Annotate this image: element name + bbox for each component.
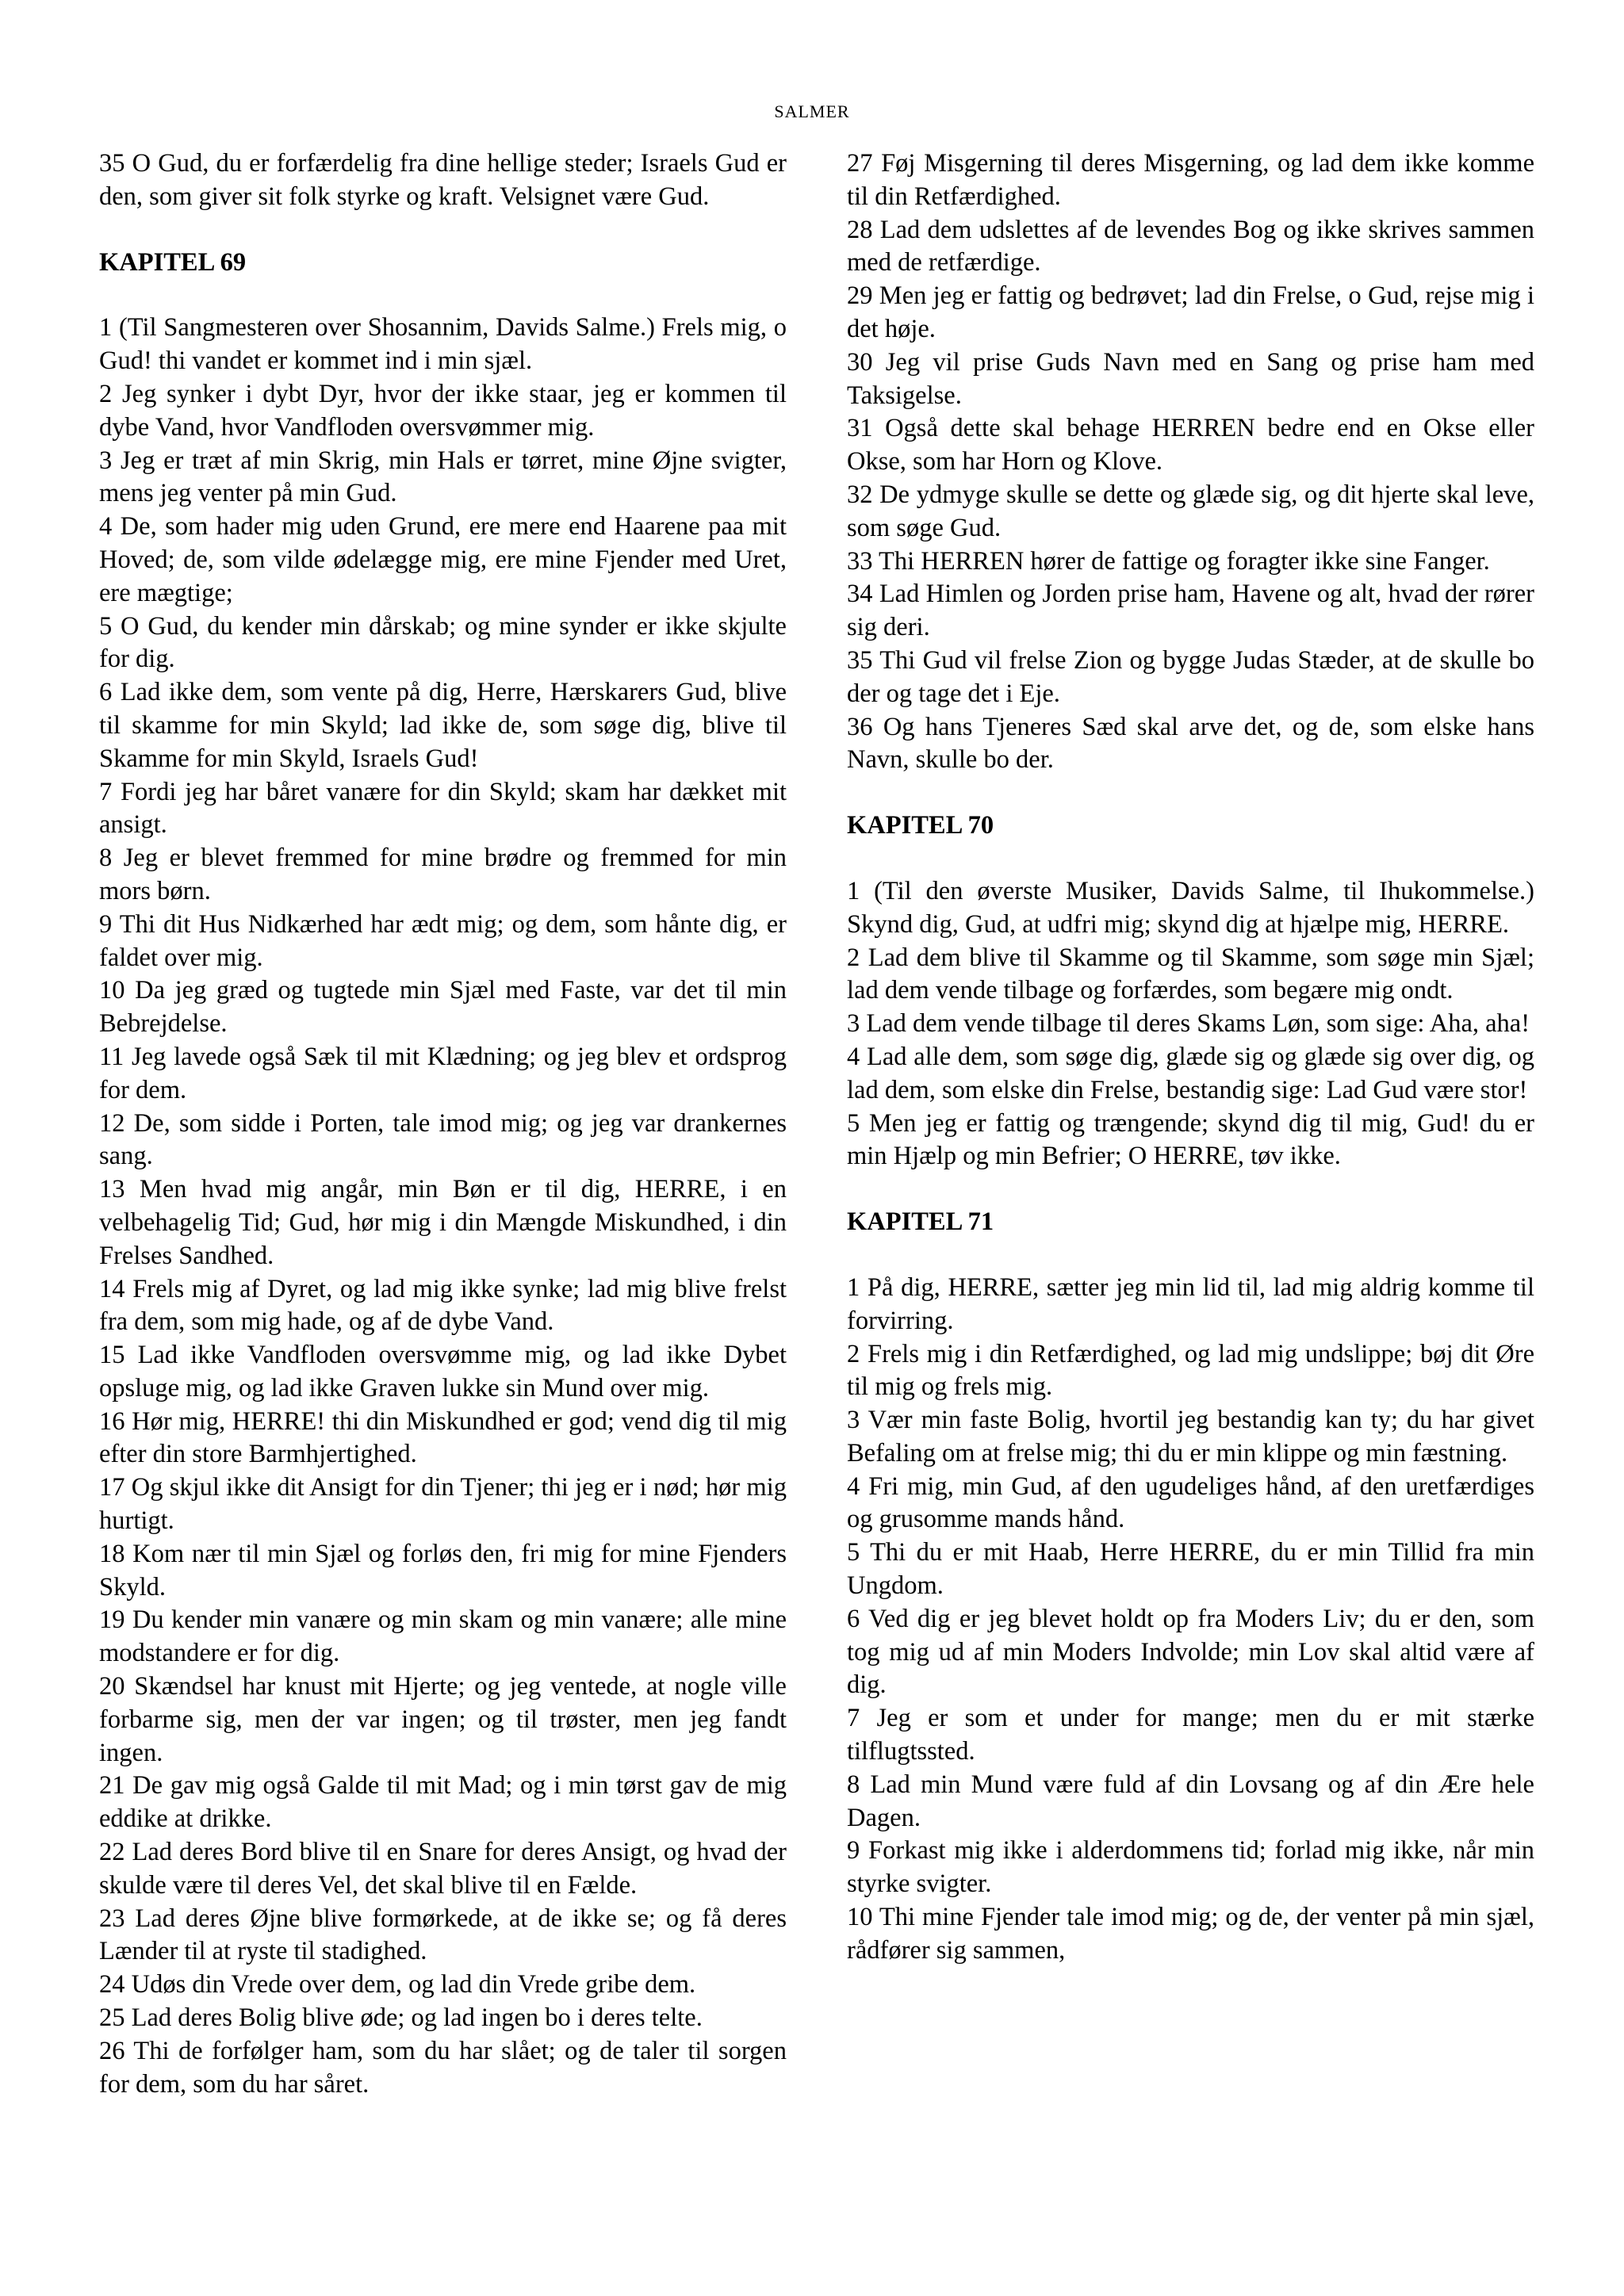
verse: 15 Lad ikke Vandfloden oversvømme mig, og lad ikke Dybet opsluge mig, og lad ikke Graven lukke sin Mund over mig. <box>99 1341 787 1402</box>
chapter-heading: KAPITEL 70 <box>847 811 994 840</box>
verse: 16 Hør mig, HERRE! thi din Miskundhed er god; vend dig til mig efter din store Barmhjertighed. <box>99 1406 787 1469</box>
right-column <box>847 147 1534 1968</box>
verse: 8 Jeg er blevet fremmed for mine brødre og fremmed for min mors børn. <box>99 844 787 905</box>
verse: 3 Vær min faste Bolig, hvortil jeg bestandig kan ty; du har givet Befaling om at frelse mig; thi du er min klippe og min fæstning. <box>847 1406 1534 1468</box>
pre-verses <box>99 147 787 214</box>
verse: 31 Også dette skal behage HERREN bedre end en Okse eller Okse, som har Horn og Klove. <box>847 414 1534 476</box>
verse: 35 Thi Gud vil frelse Zion og bygge Judas Stæder, at de skulle bo der og tage det i Eje. <box>847 645 1534 708</box>
verse: 35 O Gud, du er forfærdelig fra dine hellige steder; Israels Gud er den, som giver sit folk styrke og kraft. Velsignet være Gud. <box>99 149 787 211</box>
verse: 8 Lad min Mund være fuld af din Lovsang og af din Ære hele Dagen. <box>847 1770 1534 1832</box>
verse: 9 Thi dit Hus Nidkærhed har ædt mig; og dem, som hånte dig, er faldet over mig. <box>99 909 787 972</box>
verse: 27 Føj Misgerning til deres Misgerning, og lad dem ikke komme til din Retfærdighed. <box>847 149 1534 211</box>
verse: 9 Forkast mig ikke i alderdommens tid; forlad mig ikke, når min styrke svigter. <box>847 1836 1534 1899</box>
verse: 21 De gav mig også Galde til mit Mad; og i min tørst gav de mig eddike at drikke. <box>99 1771 787 1834</box>
continued-verses <box>847 147 1534 777</box>
verse: 5 O Gud, du kender min dårskab; og mine synder er ikke skjulte for dig. <box>99 611 787 674</box>
verse: 23 Lad deres Øjne blive formørkede, at de ikke se; og få deres Lænder til at ryste til stadighed. <box>99 1904 787 1966</box>
verse: 33 Thi HERREN hører de fattige og foragter ikke sine Fanger. <box>847 546 1490 576</box>
verse: 7 Jeg er som et under for mange; men du er mit stærke tilflugtssted. <box>847 1704 1534 1766</box>
verse: 29 Men jeg er fattig og bedrøvet; lad din Frelse, o Gud, rejse mig i det høje. <box>847 281 1534 343</box>
verse: 4 Fri mig, min Gud, af den ugudeliges hånd, af den uretfærdiges og grusomme mands hånd. <box>847 1471 1534 1534</box>
verse: 34 Lad Himlen og Jorden prise ham, Havene og alt, hvad der rører sig deri. <box>847 580 1534 642</box>
verse: 10 Thi mine Fjender tale imod mig; og de, der venter på min sjæl, rådfører sig sammen, <box>847 1903 1534 1965</box>
verse: 36 Og hans Tjeneres Sæd skal arve det, og de, som elske hans Navn, skulle bo der. <box>847 712 1534 775</box>
verse: 30 Jeg vil prise Guds Navn med en Sang og prise ham med Taksigelse. <box>847 347 1534 410</box>
chapter-69-verses <box>99 312 787 2101</box>
verse: 32 De ydmyge skulle se dette og glæde sig, og dit hjerte skal leve, som søge Gud. <box>847 480 1534 542</box>
verse: 13 Men hvad mig angår, min Bøn er til dig, HERRE, i en velbehagelig Tid; Gud, hør mig i din Mængde Miskundhed, i din Frelses Sandhed. <box>99 1175 787 1270</box>
running-header: SALMER <box>774 101 850 121</box>
verse: 3 Jeg er træt af min Skrig, min Hals er tørret, mine Øjne svigter, mens jeg venter på min Gud. <box>99 446 787 508</box>
verse: 1 (Til Sangmesteren over Shosannim, Davids Salme.) Frels mig, o Gud! thi vandet er kommet ind i min sjæl. <box>99 313 787 376</box>
verse: 24 Udøs din Vrede over dem, og lad din Vrede gribe dem. <box>99 1970 696 1999</box>
verse: 12 De, som sidde i Porten, tale imod mig; og jeg var drankernes sang. <box>99 1108 787 1171</box>
verse: 11 Jeg lavede også Sæk til mit Klædning; og jeg blev et ordsprog for dem. <box>99 1042 787 1104</box>
verse: 3 Lad dem vende tilbage til deres Skams Løn, som sige: Aha, aha! <box>847 1009 1530 1039</box>
verse: 19 Du kender min vanære og min skam og min vanære; alle mine modstandere er for dig. <box>99 1605 787 1668</box>
verse: 22 Lad deres Bord blive til en Snare for deres Ansigt, og hvad der skulde være til deres Vel, det skal blive til en Fælde. <box>99 1838 787 1900</box>
verse: 4 De, som hader mig uden Grund, ere mere end Haarene paa mit Hoved; de, som vilde ødelægge mig, ere mine Fjender med Uret, ere mægtige; <box>99 512 787 607</box>
verse: 4 Lad alle dem, som søge dig, glæde sig og glæde sig over dig, og lad dem, som elske din Frelse, bestandig sige: Lad Gud være stor! <box>847 1042 1534 1104</box>
verse: 18 Kom nær til min Sjæl og forløs den, fri mig for mine Fjenders Skyld. <box>99 1539 787 1601</box>
verse: 25 Lad deres Bolig blive øde; og lad ingen bo i deres telte. <box>99 2003 703 2033</box>
verse: 28 Lad dem udslettes af de levendes Bog og ikke skrives sammen med de retfærdige. <box>847 215 1534 277</box>
chapter-70-verses <box>847 875 1534 1173</box>
verse: 14 Frels mig af Dyret, og lad mig ikke synke; lad mig blive frelst fra dem, som mig hade, og af de dybe Vand. <box>99 1274 787 1337</box>
verse: 26 Thi de forfølger ham, som du har slået; og de taler til sorgen for dem, som du har såret. <box>99 2036 787 2099</box>
verse: 5 Thi du er mit Haab, Herre HERRE, du er min Tillid fra min Ungdom. <box>847 1538 1534 1601</box>
verse: 5 Men jeg er fattig og trængende; skynd dig til mig, Gud! du er min Hjælp og min Befrier; O HERRE, tøv ikke. <box>847 1108 1534 1171</box>
chapter-heading: KAPITEL 69 <box>99 247 247 277</box>
verse: 20 Skændsel har knust mit Hjerte; og jeg ventede, at nogle ville forbarme sig, men der var ingen; og til trøster, men jeg fandt ingen. <box>99 1672 787 1767</box>
verse: 7 Fordi jeg har båret vanære for din Skyld; skam har dækket mit ansigt. <box>99 777 787 840</box>
left-column <box>99 147 787 2101</box>
chapter-heading: KAPITEL 71 <box>847 1207 994 1237</box>
verse: 2 Frels mig i din Retfærdighed, og lad mig undslippe; bøj dit Øre til mig og frels mig. <box>847 1339 1534 1402</box>
verse: 2 Lad dem blive til Skamme og til Skamme, som søge min Sjæl; lad dem vende tilbage og forfærdes, som begære mig ondt. <box>847 943 1534 1005</box>
verse: 10 Da jeg græd og tugtede min Sjæl med Faste, var det til min Bebrejdelse. <box>99 976 787 1039</box>
verse: 17 Og skjul ikke dit Ansigt for din Tjener; thi jeg er i nød; hør mig hurtigt. <box>99 1473 787 1536</box>
verse: 1 På dig, HERRE, sætter jeg min lid til, lad mig aldrig komme til forvirring. <box>847 1272 1534 1335</box>
verse: 6 Ved dig er jeg blevet holdt op fra Moders Liv; du er den, som tog mig ud af min Moders Indvolde; min Lov skal altid være af dig. <box>847 1604 1534 1700</box>
verse: 1 (Til den øverste Musiker, Davids Salme, til Ihukommelse.) Skynd dig, Gud, at udfri mig; skynd dig at hjælpe mig, HERRE. <box>847 876 1534 939</box>
verse: 6 Lad ikke dem, som vente på dig, Herre, Hærskarers Gud, blive til skamme for min Skyld; lad ikke de, som søge dig, blive til Skamme for min Skyld, Israels Gud! <box>99 678 787 773</box>
verse: 2 Jeg synker i dybt Dyr, hvor der ikke staar, jeg er kommen til dybe Vand, hvor Vandfloden oversvømmer mig. <box>99 379 787 442</box>
chapter-71-verses <box>847 1272 1534 1968</box>
